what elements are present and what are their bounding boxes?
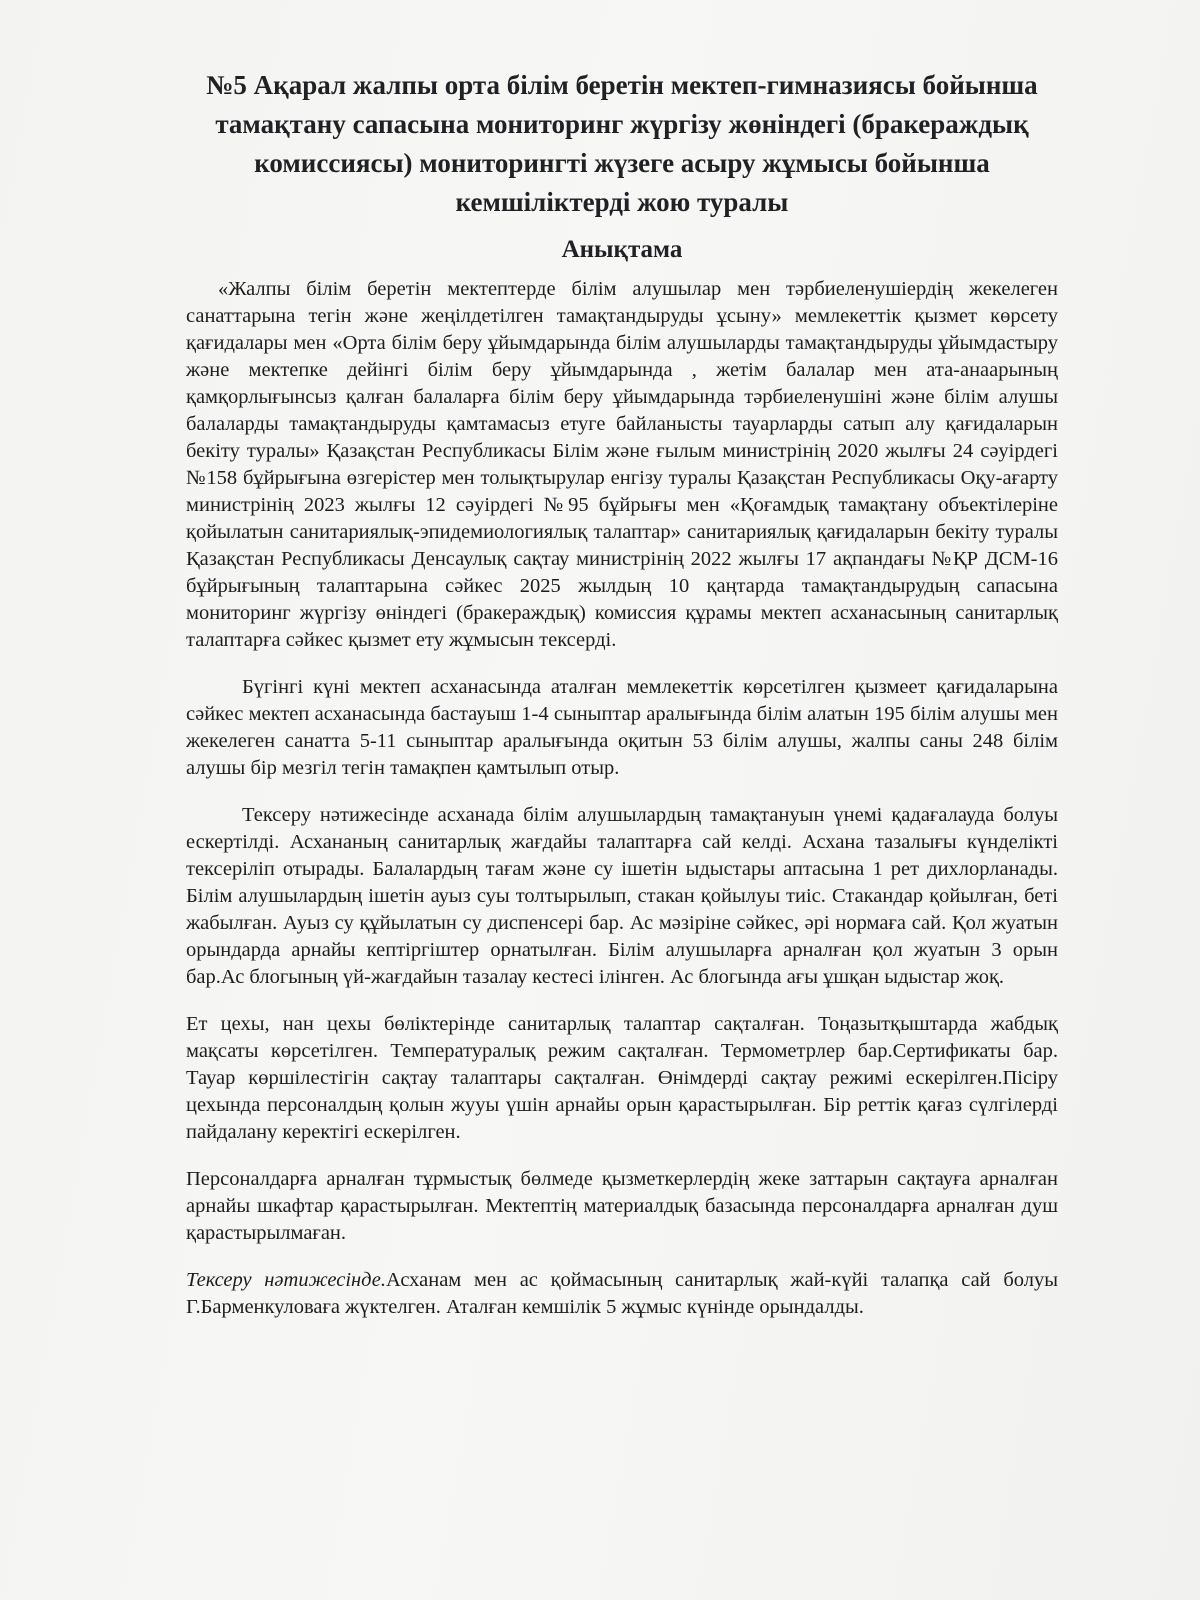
document-title: №5 Ақарал жалпы орта білім беретін мектеп-гимназиясы бойынша тамақтану сапасына мониторинг жүргізу жөніндегі (бракераждық комиссиясы) мониторингті жүзеге асыру жұмысы бойынша кемшіліктерді жою туралы [206,70,1038,217]
paragraph-staff-room: Персоналдарға арналған тұрмыстық бөлмеде қызметкерлердің жеке заттарын сақтауға арналған арнайы шкафтар қарастырылған. Мектептің материалдық базасында персоналдарға арналған душ қарастырылмаған. [186,1168,1058,1244]
paragraph-student-count: Бүгінгі күні мектеп асханасында аталған мемлекеттік көрсетілген қызмеет қағидаларына сәйкес мектеп асханасында бастауыш 1-4 сыныптар аралығында білім алатын 195 білім алушы мен жекелеген санатта 5-11 сыныптар аралығында оқитын 53 білім алушы, жалпы саны 248 білім алушы бір мезгіл тегін тамақпен қамтылып отыр. [186,676,1058,779]
conclusion-lead: Тексеру нәтижесінде. [186,1269,387,1291]
document-content [186,66,1058,1321]
paragraph-legal-basis: «Жалпы білім беретін мектептерде білім алушылар мен тәрбиеленушіердің жекелеген санаттарына тегін және жеңілдетілген тамақтандыруды ұсыну» мемлекеттік қызмет көрсету қағидалары мен «Орта білім беру ұйымдарында білім алушыларды тамақтандыруды ұйымдастыру және мектепке дейінгі білім беру ұйымдарында , жетім балалар мен ата-анаарының қамқорлығынсыз қалған балаларға білім беру ұйымдарында тәрбиеленушіні және білім алушы балаларды тамақтандыруды қамтамасыз етуге байланысты тауарларды сатып алу қағидаларын бекіту туралы» Қазақстан Республикасы Білім және ғылым министрінің 2020 жылғы 24 сәуірдегі №158 бұйрығына өзгерістер мен толықтырулар енгізу туралы Қазақстан Республикасы Оқу-ағарту министрінің 2023 жылғы 12 сәуірдегі №95 бұйрығы мен «Қоғамдық тамақтану объектілеріне қойылатын санитариялық-эпидемиологиялық талаптар» санитариялық қағидаларын бекіту туралы Қазақстан Республикасы Денсаулық сақтау министрінің 2022 жылғы 17 ақпандағы №ҚР ДСМ-16 бұйрығының талаптарына сәйкес 2025 жылдың 10 қаңтарда тамақтандырудың сапасына мониторинг жүргізу өніндегі (бракераждық) комиссия құрамы мектеп асханасының санитарлық талаптарға сәйкес қызмет ету жұмысын тексерді. [186,278,1058,651]
paragraph-conclusion [186,1267,1058,1321]
document-subtitle: Анықтама [561,236,683,263]
paragraph-workshop-conditions: Ет цехы, нан цехы бөліктерінде санитарлық талаптар сақталған. Тоңазытқыштарда жабдық мақсаты көрсетілген. Температуралық режим сақталған. Термометрлер бар.Сертификаты бар. Тауар көршілестігін сақтау талаптары сақталған. Өнімдерді сақтау режимі ескерілген.Пісіру цехында персоналдың қолын жууы үшін арнайы орын қарастырылған. Бір реттік қағаз сүлгілерді пайдалану керектігі ескерілген. [186,1013,1058,1143]
conclusion-text: Асханам мен ас қоймасының санитарлық жай-күйі талапқа сай болуы Г.Барменкуловаға жүктелген. Аталған кемшілік 5 жұмыс күнінде орындалды. [186,1269,1058,1318]
paragraph-inspection-results: Тексеру нәтижесінде асханада білім алушылардың тамақтануын үнемі қадағалауда болуы ескертілді. Асхананың санитарлық жағдайы талаптарға сай келді. Асхана тазалығы күнделікті тексеріліп отырады. Балалардың тағам және су ішетін ыдыстары аптасына 1 рет дихлорланады. Білім алушылардың ішетін ауыз суы толтырылып, стакан қойылуы тиіс. Стакандар қойылған, беті жабылған. Ауыз су құйылатын су диспенсері бар. Ас мәзіріне сәйкес, әрі нормаға сай. Қол жуатын орындарда арнайы кептіргіштер орнатылған. Білім алушыларға арналған қол жуатын 3 орын бар.Ас блогының үй-жағдайын тазалау кестесі ілінген. Ас блогында ағы ұшқан ыдыстар жоқ. [186,804,1058,988]
